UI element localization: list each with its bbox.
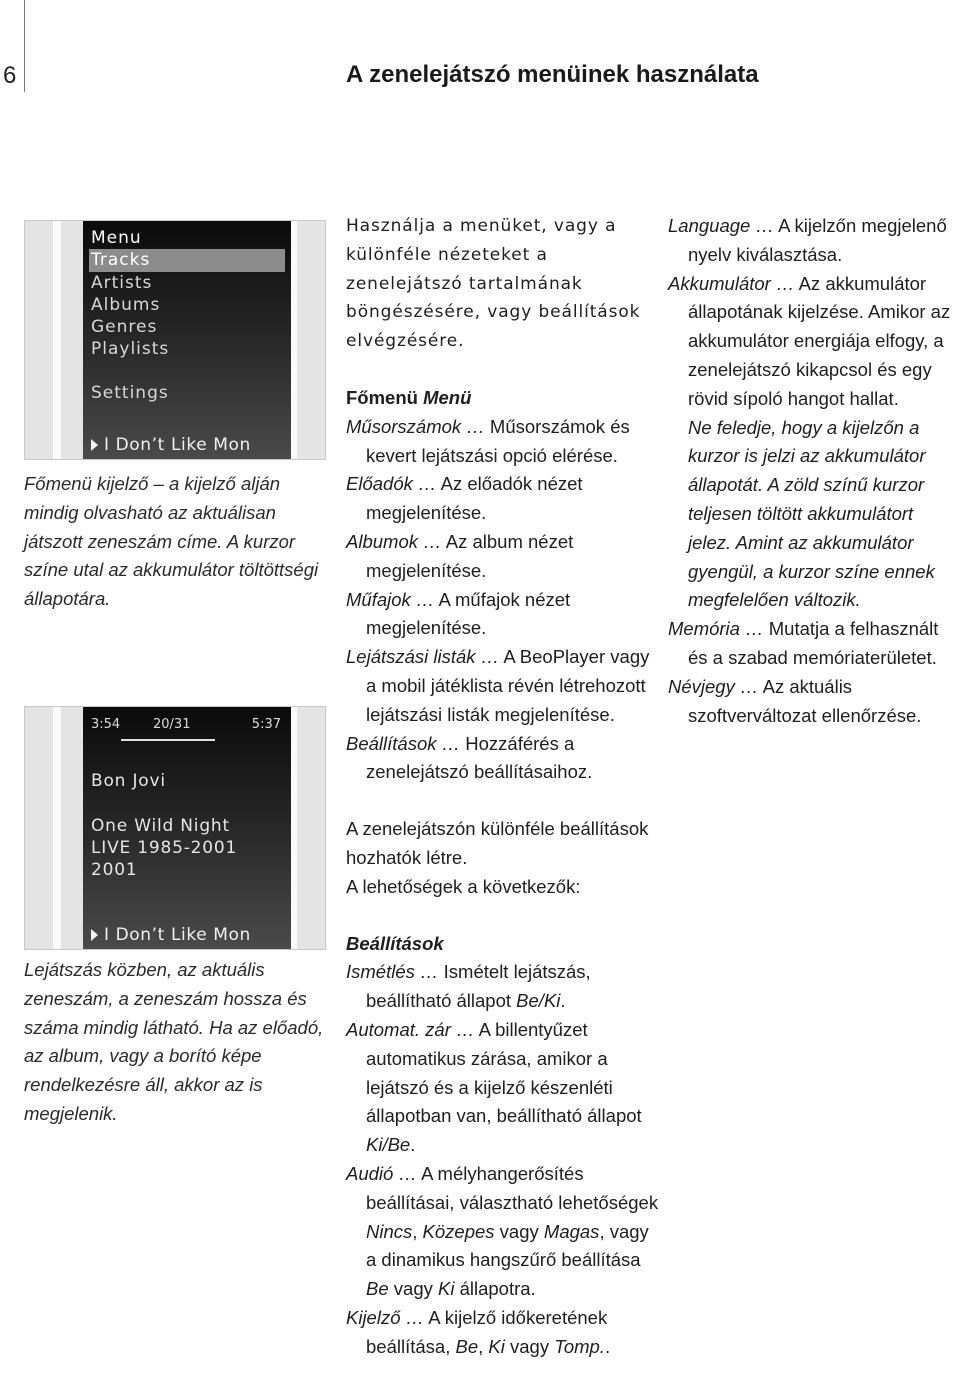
display-value-dim: Tomp.: [554, 1335, 605, 1357]
page-rule: [24, 0, 25, 92]
audio-option-none: Nincs: [366, 1220, 413, 1242]
settings-intro-1: A zenelejátszón különféle beállítások hozhatók létre.: [346, 818, 649, 868]
playback-screen: [83, 707, 291, 949]
intro-paragraph: Használja a menüket, vagy a különféle nézeteket a zenelejátszó tartalmának böngészésére, vagy beállítások elvégzésére.: [346, 216, 641, 352]
menu-entry-albums: [346, 528, 664, 586]
menu-header: Menu: [91, 228, 142, 248]
setting-autolock: Automat. zár … A billentyűzet automatikus zárása, amikor a lejátszó és a kijelző készenléti állapotban van, beállítható állapot Ki/Be.: [346, 1018, 642, 1156]
entry-term: Memória …: [668, 618, 764, 640]
menu-item-genres: Genres: [91, 317, 158, 338]
menu-entry-settings: [346, 730, 664, 788]
entry-text: A kijelzőn megjelenő nyelv kiválasztása.: [688, 215, 947, 265]
elapsed-time: 3:54: [91, 717, 121, 732]
entry-text: Műsorszámok és kevert lejátszási opció elérése.: [366, 415, 630, 466]
entry-text: Mutatja a felhasznált és a szabad memóriaterületet.: [688, 618, 939, 668]
middle-column: [346, 212, 664, 1361]
entry-value: Be/Ki: [516, 990, 561, 1012]
setting-audio: Audió … A mélyhangerősítés beállításai, választható lehetőségek Nincs, Közepes vagy Magas, vagy a dinamikus hangszűrő beállítása Be vagy Ki állapotra.: [346, 1162, 659, 1300]
entry-term: Beállítások …: [346, 732, 461, 754]
entry-term: Műsorszámok …: [346, 415, 485, 437]
now-playing-line: [91, 925, 251, 945]
display-value-on: Be: [455, 1335, 479, 1357]
album-info: [91, 815, 237, 881]
menu-screen: [83, 221, 291, 459]
settings-heading: Beállítások: [346, 932, 444, 954]
audio-option-medium: Közepes: [422, 1220, 495, 1242]
setting-language: [668, 212, 960, 270]
playback-caption: Lejátszás közben, az aktuális zeneszám, a zeneszám hossza és száma mindig látható. Ha az előadó, az album, vagy a borító képe rendelkezésre áll, akkor az is megjelenik.: [24, 959, 324, 1124]
menu-item-albums: Albums: [91, 294, 161, 315]
entry-term: Lejátszási listák …: [346, 646, 500, 668]
frame-stripe-left: [53, 221, 61, 459]
entry-term: Ismétlés …: [346, 961, 439, 983]
track-counter: 20/31: [153, 717, 191, 732]
page-title: A zenelejátszó menüinek használata: [346, 61, 759, 88]
entry-term: Névjegy …: [668, 675, 759, 697]
main-menu-heading: [346, 384, 664, 413]
setting-display: Kijelző … A kijelző időkeretének beállítása, Be, Ki vagy Tomp..: [346, 1306, 611, 1357]
settings-intro-2: A lehetőségek a következők:: [346, 875, 581, 897]
entry-term: Albumok …: [346, 530, 442, 552]
main-menu-display: [24, 220, 326, 460]
entry-text: Ismételt lejátszás, beállítható állapot: [366, 961, 591, 1012]
entry-term: Akkumulátor …: [668, 272, 795, 294]
menu-entry-artists: [346, 470, 664, 528]
setting-battery: [668, 270, 960, 414]
album-year: 2001: [91, 860, 138, 880]
menu-item-artists: Artists: [91, 272, 153, 293]
display-value-off: Ki: [488, 1335, 505, 1357]
entry-term: Language …: [668, 215, 774, 236]
menu-caption: Főmenü kijelző – a kijelző alján mindig olvasható az aktuálisan játszott zeneszám címe. A kurzor színe utal az akkumulátor töltöttségi állapotára.: [24, 473, 319, 610]
main-menu-heading-italic: Menü: [423, 386, 472, 408]
entry-text-3: állapotra.: [454, 1278, 536, 1300]
status-bar: [91, 715, 281, 741]
setting-memory: [668, 615, 960, 673]
entry-text: A mélyhangerősítés beállításai, választható lehetőségek: [366, 1162, 659, 1213]
album-title-line2: LIVE 1985-2001: [91, 838, 238, 858]
frame-stripe-left: [53, 707, 61, 949]
entry-text: A BeoPlayer vagy a mobil játéklista révén létrehozott lejátszási listák megjelenítése.: [366, 646, 650, 725]
entry-value: Ki/Be: [366, 1134, 411, 1156]
menu-item-playlists: Playlists: [91, 339, 170, 360]
page-number: 6: [3, 62, 17, 89]
entry-text: Az aktuális szoftverváltozat ellenőrzése.: [688, 675, 922, 726]
entry-text: Az album nézet megjelenítése.: [366, 530, 574, 581]
audio-option-high: Magas: [543, 1220, 600, 1242]
artist-name: Bon Jovi: [91, 771, 166, 791]
play-icon: [91, 439, 98, 451]
play-icon: [91, 929, 98, 941]
menu-list: [83, 227, 291, 361]
track-duration: 5:37: [251, 717, 281, 732]
battery-note: Ne feledje, hogy a kijelzőn a kurzor is jelzi az akkumulátor állapotát. A zöld színű kurzor teljesen töltött akkumulátort jelez. Amint az akkumulátor gyengül, a kurzor színe ennek megfelelően változik.: [688, 416, 935, 611]
progress-bar: [121, 739, 215, 741]
entry-term: Automat. zár …: [346, 1018, 475, 1040]
entry-term: Kijelző …: [346, 1306, 425, 1328]
menu-item-tracks: Tracks: [89, 249, 285, 271]
entry-text: A kijelző időkeretének beállítása,: [366, 1306, 608, 1357]
menu-entry-genres: [346, 586, 664, 644]
entry-text: Az akkumulátor állapotának kijelzése. Amikor az akkumulátor energiája elfogy, a zenelejátszó kikapcsol és egy rövid sípoló hangot hallat.: [688, 272, 951, 409]
entry-term: Műfajok …: [346, 588, 435, 610]
playback-display: [24, 706, 326, 950]
entry-term: Audió …: [346, 1162, 417, 1184]
now-playing-title: I Don’t Like Mon: [104, 925, 251, 945]
setting-repeat: Ismétlés … Ismételt lejátszás, beállítható állapot Be/Ki.: [346, 961, 591, 1012]
menu-item-settings: Settings: [91, 383, 169, 403]
entry-text: A műfajok nézet megjelenítése.: [366, 588, 571, 639]
audio-value-on: Be: [366, 1278, 389, 1300]
main-menu-heading-bold: Főmenü: [346, 386, 418, 408]
setting-about: [668, 673, 960, 731]
right-column: [668, 212, 960, 730]
now-playing-title: I Don’t Like Mon: [104, 435, 251, 455]
entry-text: Az előadók nézet megjelenítése.: [366, 473, 583, 524]
entry-term: Előadók …: [346, 473, 437, 495]
audio-value-off: Ki: [438, 1278, 455, 1300]
entry-text-2: , vagy a dinamikus hangszűrő beállítása: [366, 1220, 649, 1271]
entry-text: A billentyűzet automatikus zárása, amikor a lejátszó és a kijelző készenléti állapotban van, beállítható állapot: [366, 1018, 642, 1127]
menu-entry-playlists: [346, 643, 664, 729]
album-title-line1: One Wild Night: [91, 816, 230, 836]
entry-text: Hozzáférés a zenelejátszó beállításaihoz.: [366, 732, 593, 783]
menu-entry-tracks: [346, 413, 664, 471]
now-playing-line: [91, 435, 251, 455]
